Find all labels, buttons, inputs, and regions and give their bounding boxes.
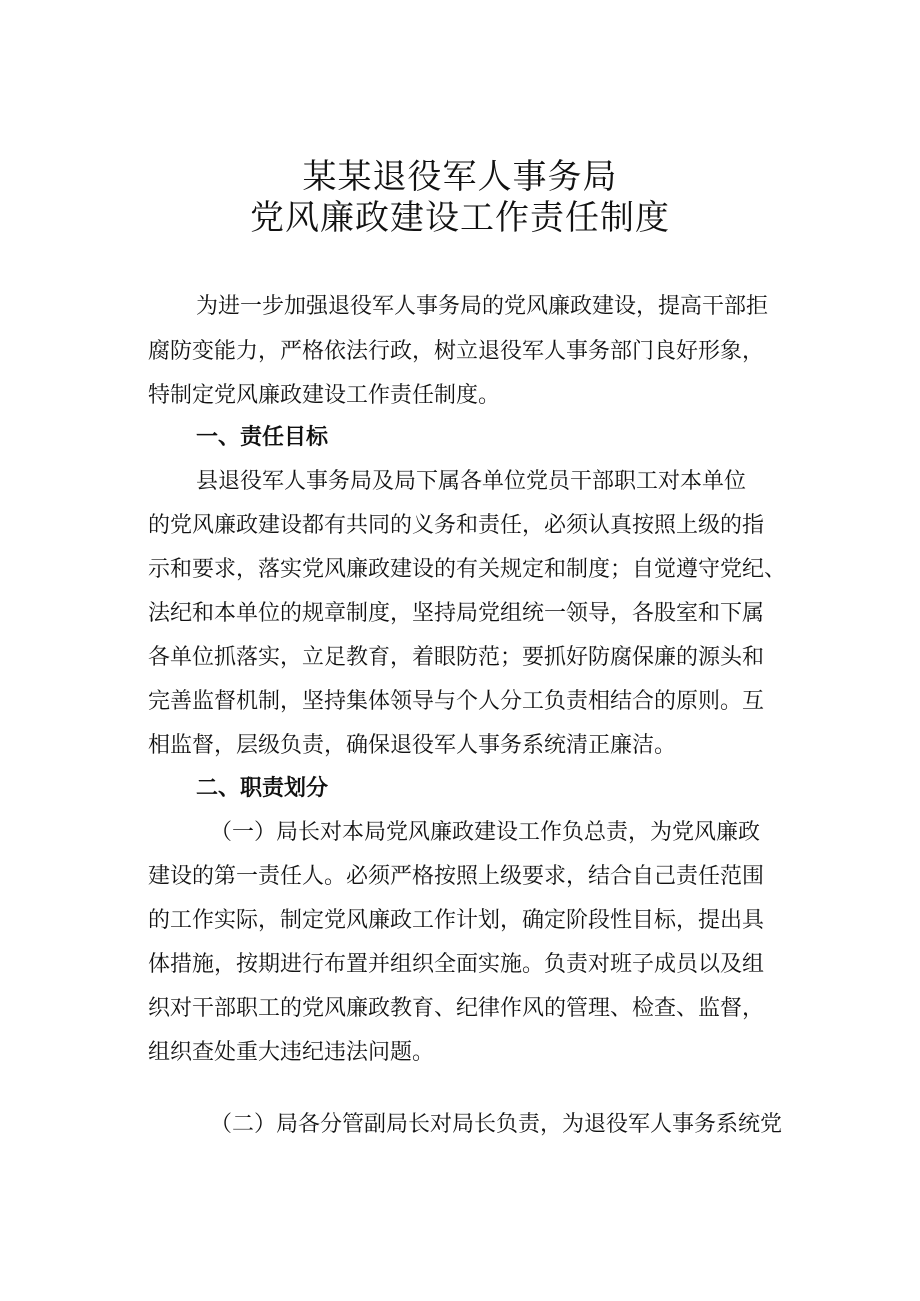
section-2-item-2-line-1: （二）局各分管副局长对局长负责，为退役军人事务系统党 bbox=[210, 1112, 783, 1137]
section-2-item-1-line-6: 组织查处重大违纪违法问题。 bbox=[148, 1040, 435, 1065]
section-2-item-1-line-3: 的工作实际，制定党风廉政工作计划，确定阶段性目标，提出具 bbox=[148, 908, 765, 933]
section-2-item-1-line-2: 建设的第一责任人。必须严格按照上级要求，结合自己责任范围 bbox=[148, 864, 765, 889]
intro-line-1: 为进一步加强退役军人事务局的党风廉政建设，提高干部拒 bbox=[196, 294, 769, 319]
section-2-item-1-line-5: 织对干部职工的党风廉政教育、纪律作风的管理、检查、监督， bbox=[148, 996, 765, 1021]
section-1-line-6: 完善监督机制，坚持集体领导与个人分工负责相结合的原则。互 bbox=[148, 689, 765, 714]
section-2-item-1-line-4: 体措施，按期进行布置并组织全面实施。负责对班子成员以及组 bbox=[148, 952, 765, 977]
section-1-line-3: 示和要求，落实党风廉政建设的有关规定和制度；自觉遵守党纪、 bbox=[148, 557, 787, 582]
section-1-line-2: 的党风廉政建设都有共同的义务和责任，必须认真按照上级的指 bbox=[148, 513, 765, 538]
section-1-line-7: 相监督，层级负责，确保退役军人事务系统清正廉洁。 bbox=[148, 733, 677, 758]
section-1-line-4: 法纪和本单位的规章制度，坚持局党组统一领导，各股室和下属 bbox=[148, 601, 765, 626]
intro-line-2: 腐防变能力，严格依法行政，树立退役军人事务部门良好形象， bbox=[148, 339, 765, 364]
section-1-line-1: 县退役军人事务局及局下属各单位党员干部职工对本单位 bbox=[196, 469, 747, 494]
document-title-line-2: 党风廉政建设工作责任制度 bbox=[250, 198, 670, 238]
section-1-line-5: 各单位抓落实，立足教育，着眼防范；要抓好防腐保廉的源头和 bbox=[148, 645, 765, 670]
intro-line-3: 特制定党风廉政建设工作责任制度。 bbox=[148, 383, 501, 408]
section-2-heading: 二、职责划分 bbox=[196, 776, 329, 801]
section-2-item-1-line-1: （一）局长对本局党风廉政建设工作负总责，为党风廉政 bbox=[210, 820, 761, 845]
document-title-line-1: 某某退役军人事务局 bbox=[302, 157, 618, 197]
section-1-heading: 一、责任目标 bbox=[196, 425, 329, 450]
